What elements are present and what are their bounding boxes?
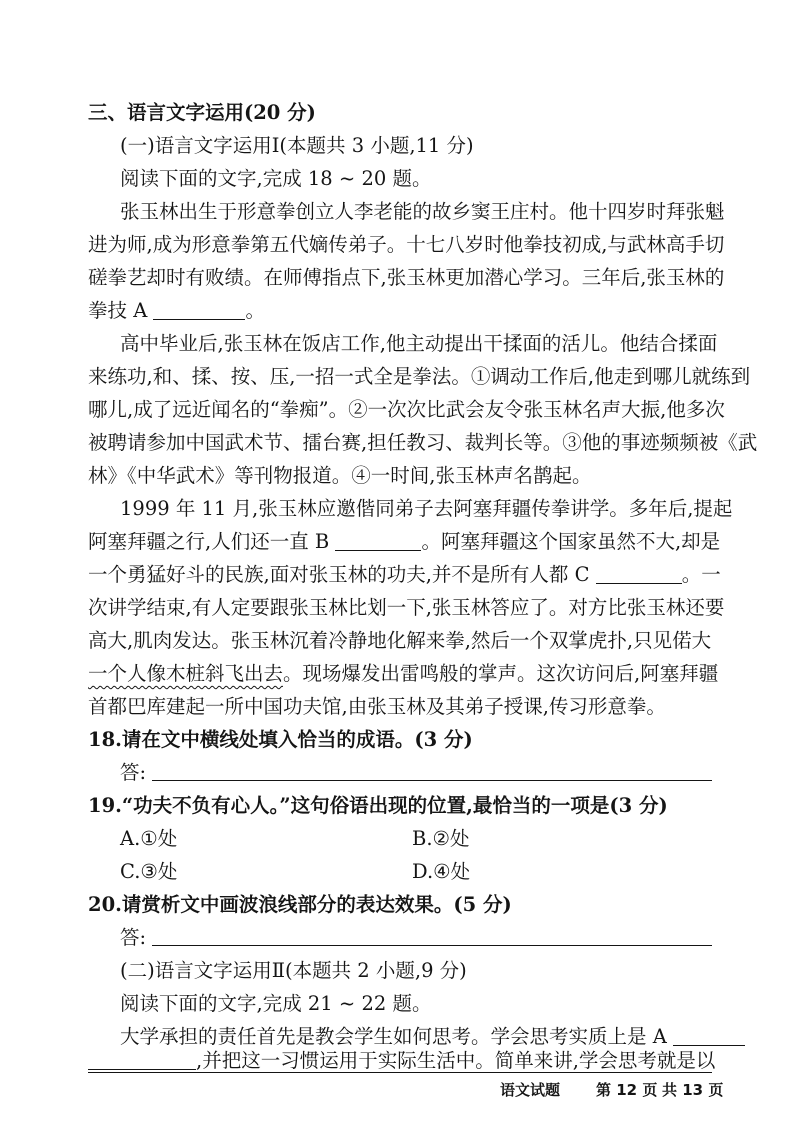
answer-label-20: 答:	[120, 926, 147, 949]
passage-text: 。一	[681, 563, 721, 586]
passage-line-blank-c	[88, 560, 721, 590]
passage-line: 首都巴库建起一所中国功夫馆,由张玉林及其弟子授课,传习形意拳。	[88, 695, 666, 718]
option-c[interactable]: C.③处	[120, 860, 178, 883]
question-19: 19.“功夫不负有心人。”这句俗语出现的位置,最恰当的一项是(3 分)	[88, 794, 668, 817]
answer-line-20[interactable]	[152, 945, 712, 946]
footer-page-number: 第 12 页	[596, 1081, 658, 1099]
passage-text: 。现场爆发出雷鸣般的掌声。这次访问后,阿塞拜疆	[283, 662, 719, 685]
fill-blank-b[interactable]	[335, 530, 421, 551]
footer-total-pages: 共 13 页	[662, 1081, 724, 1099]
passage-line: 次讲学结束,有人定要跟张玉林比划一下,张玉林答应了。对方比张玉林还要	[88, 596, 725, 619]
passage-line-blank-a2	[120, 1022, 712, 1052]
passage-line: 1999 年 11 月,张玉林应邀偕同弟子去阿塞拜疆传拳讲学。多年后,提起	[120, 497, 733, 520]
wavy-underlined-text: 一个人像木桩斜飞出去	[88, 662, 284, 685]
subsection-title-2: (二)语言文字运用Ⅱ(本题共 2 小题,9 分)	[120, 959, 467, 982]
passage-line-wavy	[88, 659, 719, 689]
passage-line-blank-a2-cont	[88, 1049, 716, 1072]
option-d[interactable]: D.④处	[412, 860, 471, 883]
instruction-1: 阅读下面的文字,完成 18 ~ 20 题。	[120, 167, 432, 190]
answer-label-18: 答:	[120, 761, 147, 784]
instruction-2: 阅读下面的文字,完成 21 ~ 22 题。	[120, 992, 432, 1015]
passage-text: 一个勇猛好斗的民族,面对张玉林的功夫,并不是所有人都 C	[88, 563, 590, 586]
passage-text: 拳技 A	[88, 299, 148, 322]
subsection-title-1: (一)语言文字运用Ⅰ(本题共 3 小题,11 分)	[120, 134, 474, 157]
fill-blank-c[interactable]	[596, 563, 682, 584]
passage-text: 大学承担的责任首先是教会学生如何思考。学会思考实质上是 A	[120, 1025, 667, 1048]
passage-text: 。阿塞拜疆这个国家虽然不大,却是	[421, 530, 721, 553]
answer-line-18[interactable]	[152, 780, 712, 781]
passage-text: 。	[245, 299, 265, 322]
section-title: 三、语言文字运用(20 分)	[88, 101, 316, 124]
passage-line: 进为师,成为形意拳第五代嫡传弟子。十七八岁时他拳技初成,与武林高手切	[88, 233, 725, 256]
footer-divider	[88, 1072, 712, 1073]
passage-line: 哪儿,成了远近闻名的“拳痴”。②一次次比武会友令张玉林名声大振,他多次	[88, 398, 725, 421]
passage-line: 高中毕业后,张玉林在饭店工作,他主动提出干揉面的活儿。他结合揉面	[120, 332, 718, 355]
passage-text: 阿塞拜疆之行,人们还一直 B	[88, 530, 330, 553]
passage-line-blank-b	[88, 527, 721, 557]
option-b[interactable]: B.②处	[412, 827, 470, 850]
fill-blank-a2-continued[interactable]	[88, 1053, 196, 1070]
footer-subject: 语文试题	[500, 1081, 561, 1099]
passage-line: 磋拳艺却时有败绩。在师傅指点下,张玉林更加潜心学习。三年后,张玉林的	[88, 266, 725, 289]
fill-blank-a[interactable]	[153, 299, 245, 320]
passage-line: 林》《中华武术》等刊物报道。④一时间,张玉林声名鹊起。	[88, 464, 592, 487]
passage-text: ,并把这一习惯运用于实际生活中。简单来讲,学会思考就是以	[196, 1049, 716, 1072]
passage-line: 张玉林出生于形意拳创立人李老能的故乡窦王庄村。他十四岁时拜张魁	[120, 200, 725, 223]
question-18: 18.请在文中横线处填入恰当的成语。(3 分)	[88, 728, 473, 751]
passage-line-blank-a	[88, 296, 712, 326]
passage-line: 被聘请参加中国武术节、擂台赛,担任教习、裁判长等。③他的事迹频频被《武	[88, 431, 758, 454]
option-a[interactable]: A.①处	[120, 827, 178, 850]
question-20: 20.请赏析文中画波浪线部分的表达效果。(5 分)	[88, 893, 512, 916]
passage-line: 来练功,和、揉、按、压,一招一式全是拳法。①调动工作后,他走到哪儿就练到	[88, 365, 751, 388]
fill-blank-a2[interactable]	[673, 1025, 745, 1046]
passage-line: 高大,肌肉发达。张玉林沉着冷静地化解来拳,然后一个双掌虎扑,只见偌大	[88, 629, 712, 652]
